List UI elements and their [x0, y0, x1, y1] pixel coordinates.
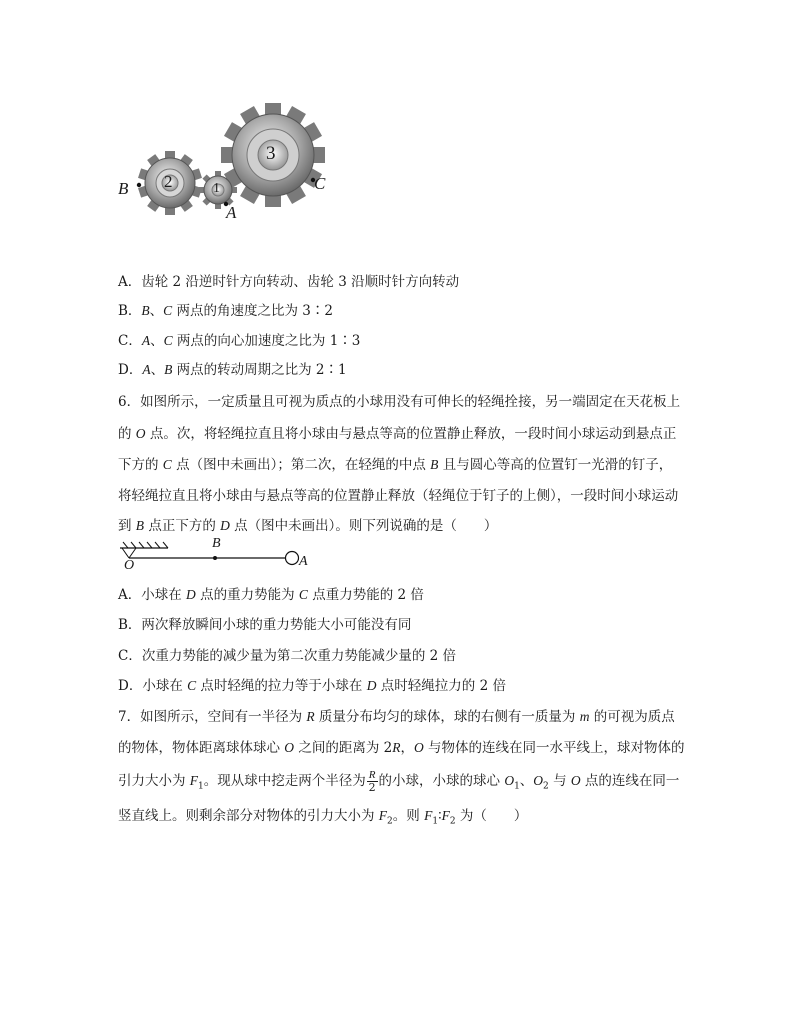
q6-line-1: 6．如图所示，一定质量且可视为质点的小球用没有可伸长的轻绳拴接，另一端固定在天花板上: [118, 394, 681, 410]
gear-figure: [110, 100, 350, 230]
point-C-label: C: [314, 174, 326, 193]
rope-label-O: O: [124, 558, 135, 573]
gear-1-label: 1: [213, 181, 220, 196]
q5-option-b: B．B、C 两点的角速度之比为 3∶2: [118, 303, 333, 319]
nail-B-dot: [213, 556, 217, 560]
rope-diagram: [118, 540, 328, 576]
point-A-label: A: [226, 203, 237, 222]
gear-3-label: 3: [266, 143, 276, 164]
q6-option-b: B．两次释放瞬间小球的重力势能大小可能没有同: [118, 617, 412, 633]
q7-line-4: 竖直线上。则剩余部分对物体的引力大小为 $F_2$。则 $F_1∶F_2$ 为（ ）: [118, 808, 528, 827]
q5-option-c: C．A、C 两点的向心加速度之比为 1∶3: [118, 333, 361, 349]
q7-line-3: 引力大小为 $F_1$。现从球中挖走两个半径为 $\frac{R}{2}$ 的小球，小球的球心 $O_1$、$O_2$ 与 O 点的连线在同一: [118, 769, 680, 794]
q6-option-c: C．次重力势能的减少量为第二次重力势能减少量的 2 倍: [118, 648, 457, 664]
q5-option-a: A．齿轮 2 沿逆时针方向转动、齿轮 3 沿顺时针方向转动: [118, 274, 460, 290]
ball-A-circle: [286, 552, 299, 565]
q6-option-d: D．小球在 C 点时轻绳的拉力等于小球在 D 点时轻绳拉力的 2 倍: [118, 678, 506, 694]
point-B-dot: [137, 183, 141, 187]
q5-option-d: D．A、B 两点的转动周期之比为 2∶1: [118, 362, 347, 378]
gear-2-label: 2: [164, 172, 173, 191]
point-B-label: B: [118, 179, 129, 198]
q7-line-2: 的物体，物体距离球体球心 O 之间的距离为 2R，O 与物体的连线在同一水平线上，球对物体的: [118, 740, 685, 756]
rope-figure: [118, 536, 328, 576]
q6-line-3: 下方的 C 点（图中未画出）；第二次，在轻绳的中点 B 且与圆心等高的位置钉一光滑的钉子，: [118, 457, 673, 473]
rope-label-A: A: [299, 554, 308, 569]
rope-label-B: B: [212, 536, 221, 551]
q6-line-4: 将轻绳拉直且将小球由与悬点等高的位置静止释放（轻绳位于钉子的上侧），一段时间小球运动: [118, 488, 679, 504]
q6-option-a: A．小球在 D 点的重力势能为 C 点重力势能的 2 倍: [118, 587, 424, 603]
fraction-R-over-2: $\frac{R}{2}$: [368, 769, 376, 794]
q6-line-5: 到 B 点正下方的 D 点（图中未画出）。则下列说确的是（ ）: [118, 518, 498, 534]
q7-line-1: 7．如图所示，空间有一半径为 R 质量分布均匀的球体，球的右侧有一质量为 m 的可视为质点: [118, 709, 675, 725]
q6-line-2: 的 O 点。次，将轻绳拉直且将小球由与悬点等高的位置静止释放，一段时间小球运动到悬点正: [118, 426, 677, 442]
